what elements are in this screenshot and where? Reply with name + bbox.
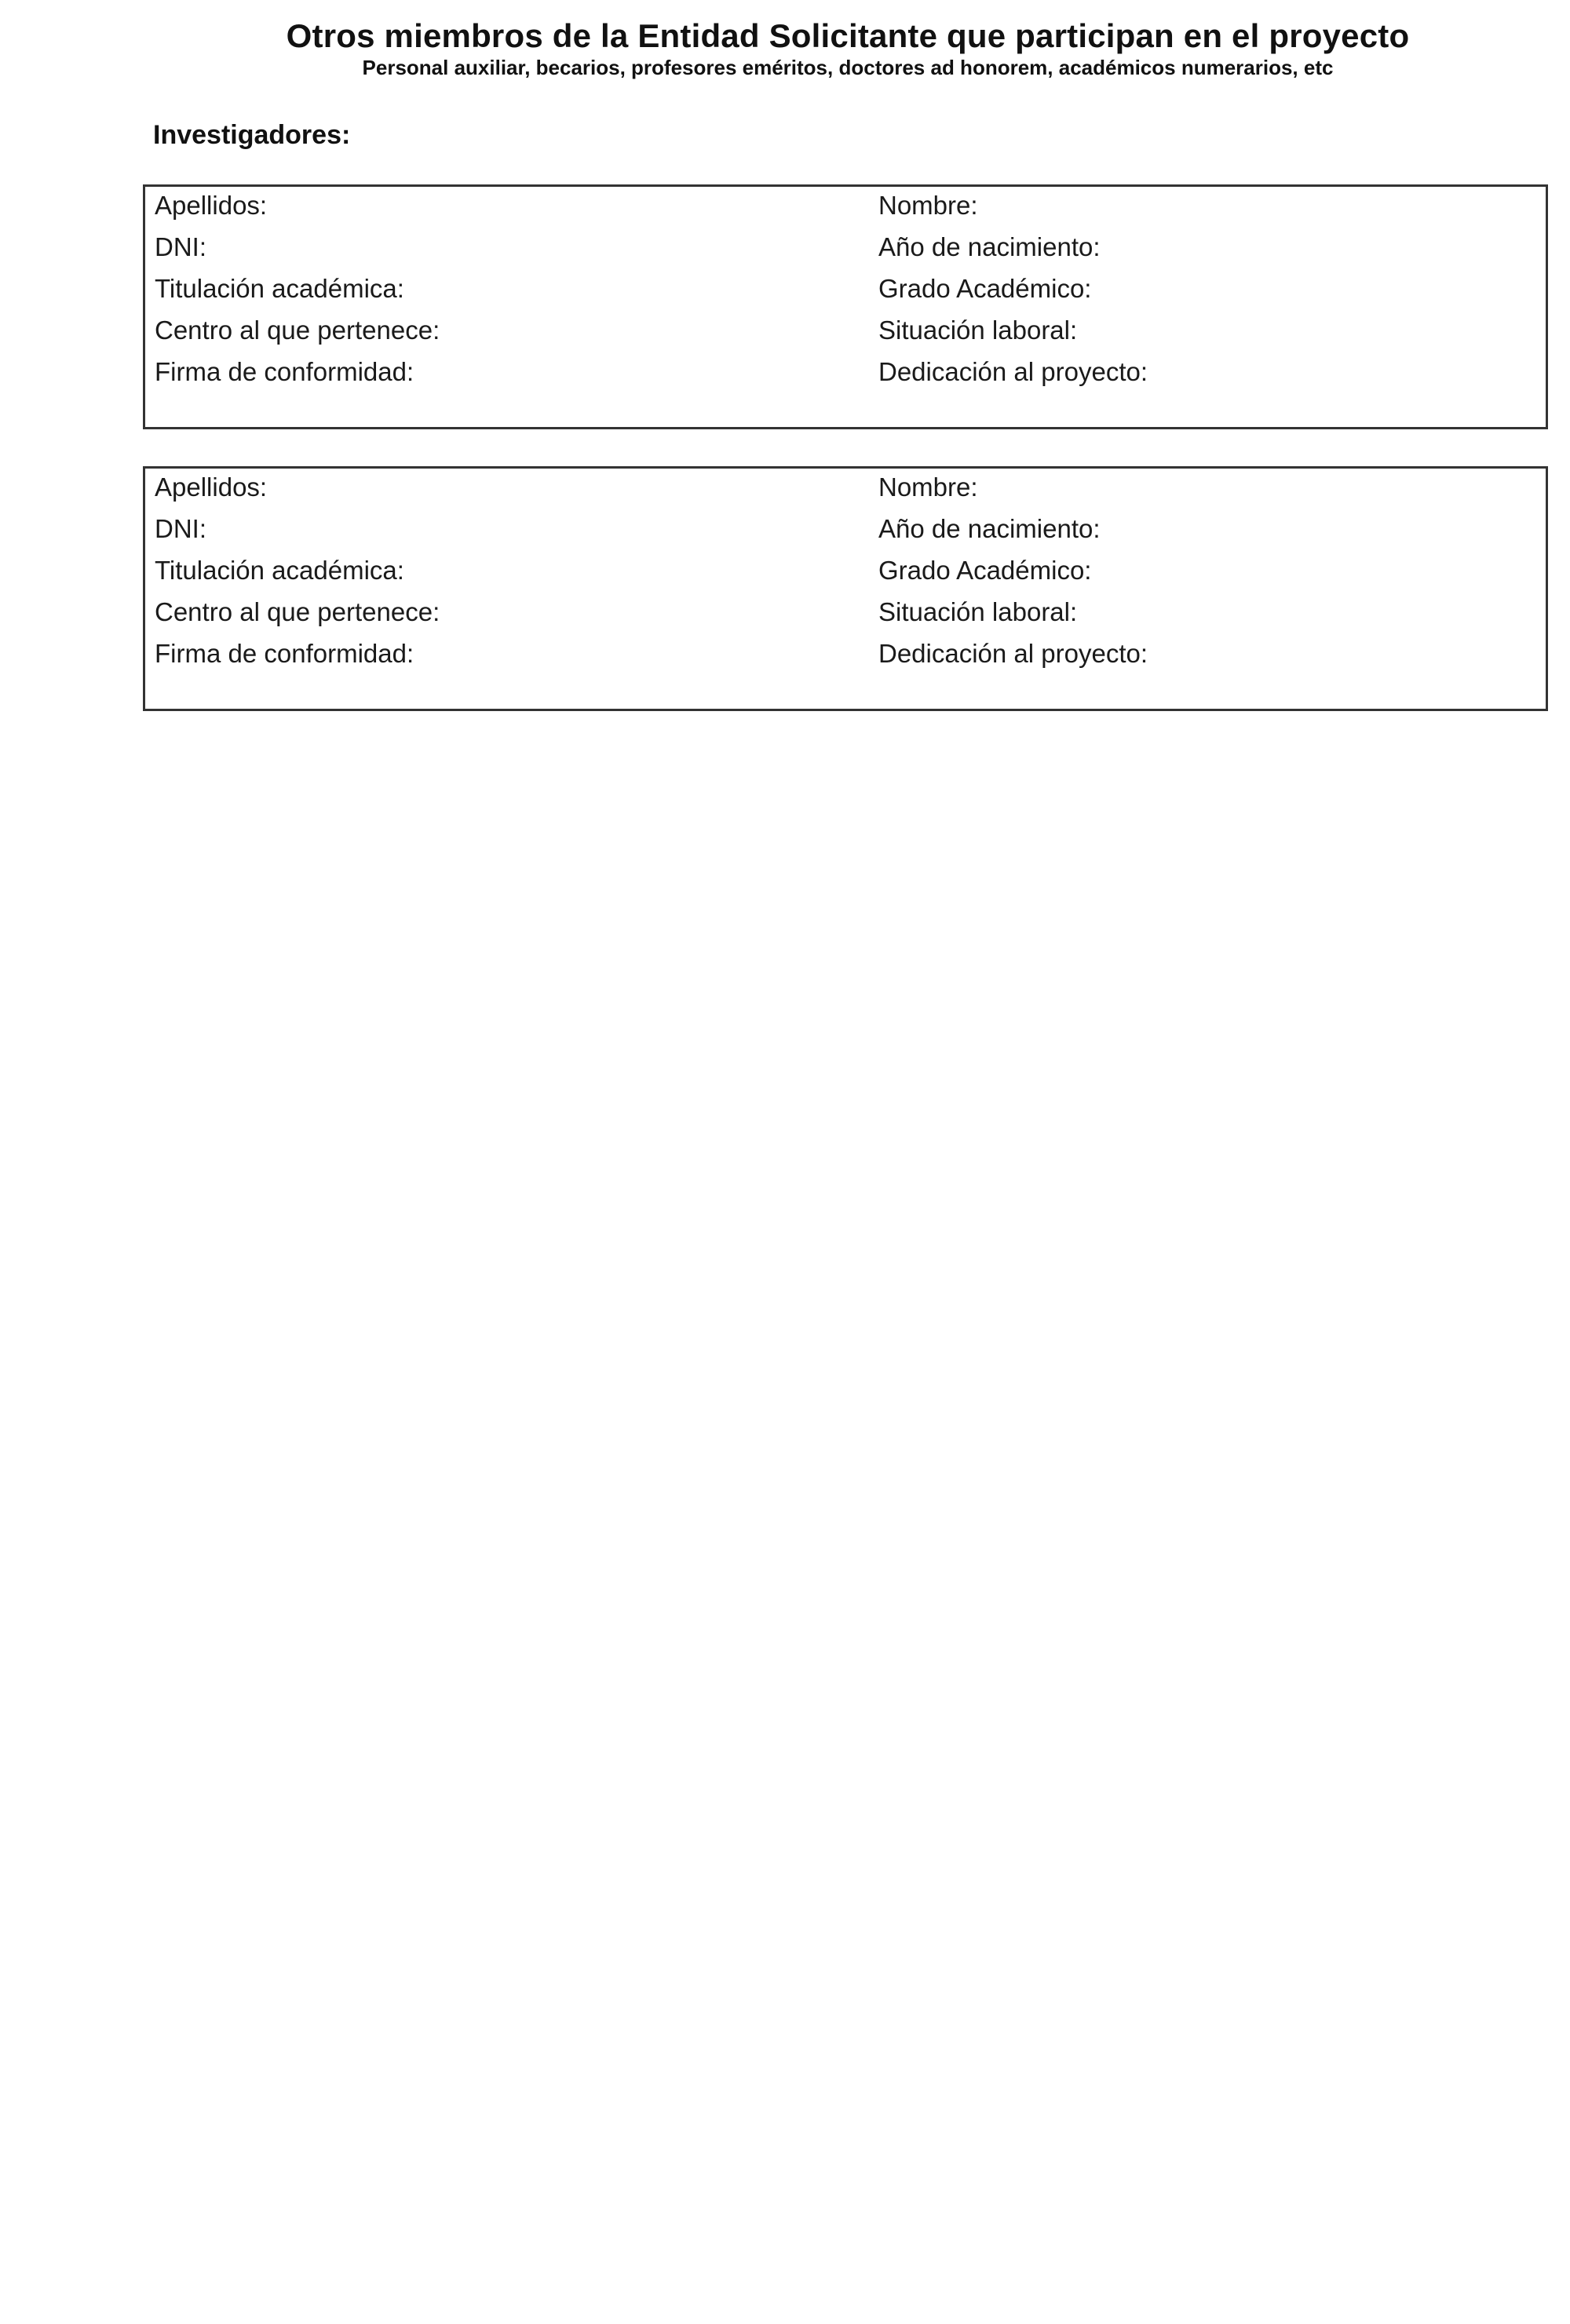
- field-titulacion-academica[interactable]: Titulación académica:: [155, 274, 404, 303]
- field-firma[interactable]: Firma de conformidad:: [155, 639, 414, 668]
- field-apellidos[interactable]: Apellidos:: [155, 472, 268, 502]
- page-subtitle: Personal auxiliar, becarios, profesores eméritos, doctores ad honorem, académicos numerarios, etc: [362, 56, 1334, 79]
- field-dedicacion[interactable]: Dedicación al proyecto:: [878, 639, 1148, 668]
- field-titulacion-academica[interactable]: Titulación académica:: [155, 556, 404, 585]
- member-box: [143, 466, 1548, 711]
- field-centro[interactable]: Centro al que pertenece:: [155, 316, 440, 345]
- field-dni[interactable]: DNI:: [155, 514, 206, 543]
- field-grado-academico[interactable]: Grado Académico:: [878, 274, 1092, 303]
- field-centro[interactable]: Centro al que pertenece:: [155, 597, 440, 626]
- field-nombre[interactable]: Nombre:: [878, 191, 978, 220]
- field-ano-nacimiento[interactable]: Año de nacimiento:: [878, 514, 1101, 543]
- section-label-investigadores: Investigadores:: [153, 120, 351, 150]
- field-situacion-laboral[interactable]: Situación laboral:: [878, 316, 1078, 345]
- field-dedicacion[interactable]: Dedicación al proyecto:: [878, 357, 1148, 386]
- field-nombre[interactable]: Nombre:: [878, 472, 978, 502]
- field-dni[interactable]: DNI:: [155, 232, 206, 261]
- member-box: [143, 184, 1548, 429]
- field-apellidos[interactable]: Apellidos:: [155, 191, 268, 220]
- page-header: [141, 17, 1554, 79]
- field-grado-academico[interactable]: Grado Académico:: [878, 556, 1092, 585]
- page-title: Otros miembros de la Entidad Solicitante que participan en el proyecto: [286, 17, 1410, 54]
- field-ano-nacimiento[interactable]: Año de nacimiento:: [878, 232, 1101, 261]
- field-situacion-laboral[interactable]: Situación laboral:: [878, 597, 1078, 626]
- field-firma[interactable]: Firma de conformidad:: [155, 357, 414, 386]
